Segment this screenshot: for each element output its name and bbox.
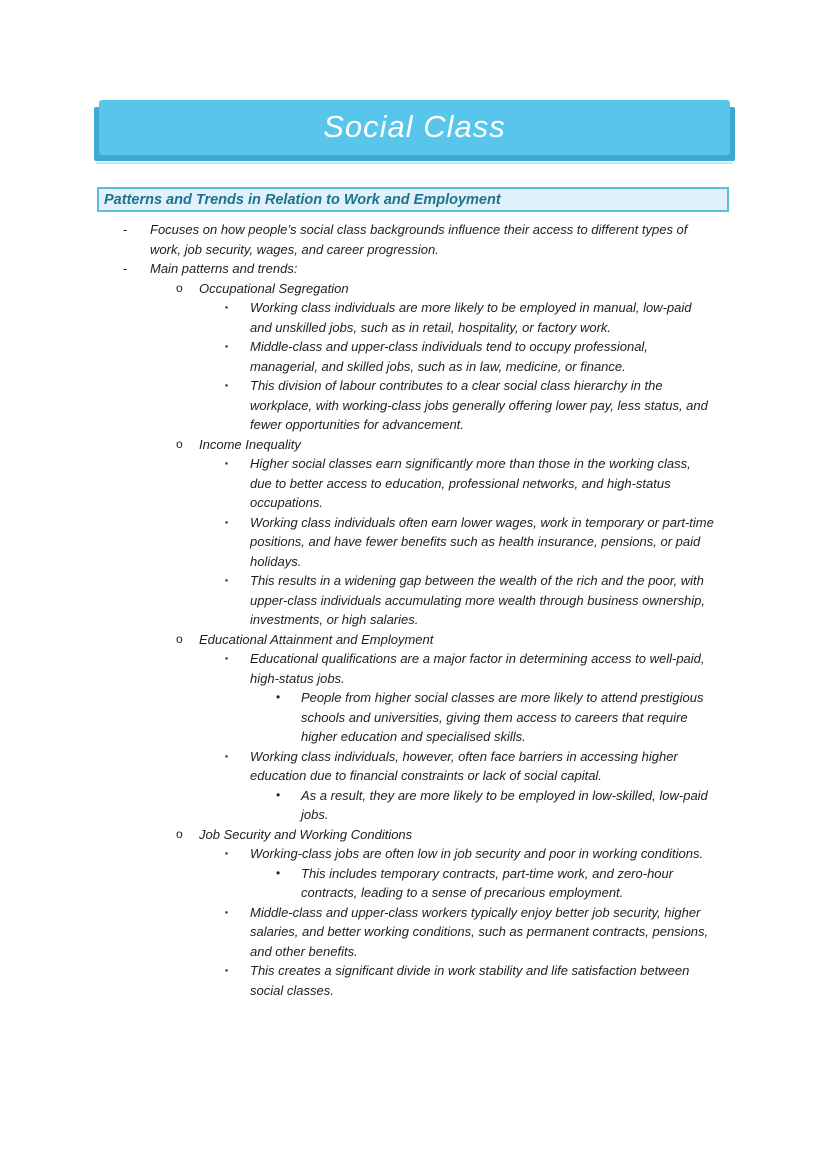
bullet-marker-level3: ▪	[225, 302, 229, 312]
list-item	[99, 259, 716, 279]
bullet-marker-level4: •	[276, 865, 281, 880]
bullet-marker-level3: ▪	[225, 380, 229, 390]
list-item-text: Middle-class and upper-class individuals tend to occupy professional, managerial, and skilled jobs, such as in law, medicine, or finance.	[250, 339, 648, 374]
bullet-marker-level3: ▪	[225, 750, 229, 761]
list-item	[99, 279, 716, 299]
list-item	[99, 747, 716, 786]
list-item-text: Main patterns and trends:	[150, 261, 298, 276]
bullet-marker-level3: ▪	[225, 653, 229, 663]
list-item-text: Higher social classes earn significantly more than those in the working class, due to better access to education, professional networks, and high-status occupations.	[250, 456, 691, 510]
list-item-text: This results in a widening gap between the wealth of the rich and the poor, with upper-class individuals accumulating more wealth through business ownership, investments, or high salaries.	[250, 573, 706, 627]
section-heading: Patterns and Trends in Relation to Work and Employment	[104, 191, 501, 208]
list-item	[99, 298, 716, 337]
list-item-text: Working-class jobs are often low in job security and poor in working conditions.	[250, 846, 704, 861]
bullet-marker-level2: o	[176, 826, 183, 841]
bullet-marker-level3: ▪	[225, 906, 229, 917]
bullet-marker-level3: ▪	[225, 848, 229, 858]
bullet-marker-level2: o	[176, 631, 183, 646]
list-item	[99, 376, 716, 435]
list-item	[99, 688, 716, 747]
section-heading-box	[97, 187, 729, 212]
list-item	[99, 844, 716, 864]
list-item-text: Educational qualifications are a major factor in determining access to well-paid, high-status jobs.	[250, 651, 705, 686]
bullet-marker-level4: •	[276, 787, 281, 802]
list-item	[99, 220, 716, 259]
list-item	[99, 513, 716, 572]
list-item	[99, 825, 716, 845]
list-item	[99, 864, 716, 903]
list-item-text: Working class individuals often earn lower wages, work in temporary or part-time positions, and have fewer benefits such as health insurance, pensions, or paid holidays.	[250, 514, 714, 569]
list-item-text: Working class individuals are more likely to be employed in manual, low-paid and unskilled jobs, such as in retail, hospitality, or factory work.	[250, 300, 692, 335]
banner-shape	[99, 100, 730, 155]
page-title: Social Class	[323, 108, 506, 144]
list-item-text: Middle-class and upper-class workers typically enjoy better job security, higher salaries, and better working conditions, such as permanent contracts, pensions, and other benefits.	[250, 904, 709, 959]
list-item	[99, 571, 716, 630]
list-item	[99, 649, 716, 688]
bullet-marker-level3: ▪	[225, 341, 229, 351]
list-item	[99, 903, 716, 962]
list-item-text: This creates a significant divide in work stability and life satisfaction between social classes.	[250, 963, 690, 998]
list-item-text: Income Inequality	[199, 436, 301, 452]
list-item-text: Job Security and Working Conditions	[199, 826, 413, 842]
bullet-marker-level3: ▪	[225, 965, 229, 975]
bullet-marker-level2: o	[176, 436, 183, 451]
list-item-text: Occupational Segregation	[199, 280, 349, 296]
bullet-marker-level2: o	[176, 280, 183, 295]
list-item-text: Focuses on how people’s social class backgrounds influence their access to different types of work, job security, wages, and career progression.	[150, 222, 688, 257]
bullet-marker-level3: ▪	[225, 458, 229, 468]
list-item	[99, 454, 716, 513]
list-item	[99, 961, 716, 1000]
list-item-text: This division of labour contributes to a clear social class hierarchy in the workplace, with working-class jobs generally offering lower pay, less status, and fewer opportunities for advancement.	[250, 378, 708, 432]
bullet-list	[99, 220, 716, 1000]
title-banner	[94, 100, 735, 161]
bullet-marker-level1: -	[123, 261, 128, 276]
bullet-marker-level1: -	[123, 222, 128, 237]
bullet-marker-level3: ▪	[225, 575, 229, 585]
list-item-text: Educational Attainment and Employment	[199, 631, 434, 647]
list-item	[99, 337, 716, 376]
bullet-marker-level4: •	[276, 690, 281, 704]
bullet-marker-level3: ▪	[225, 516, 229, 527]
list-item-text: Working class individuals, however, often face barriers in accessing higher education due to financial constraints or lack of social capital.	[250, 748, 678, 783]
list-item-text: This includes temporary contracts, part-time work, and zero-hour contracts, leading to a sense of precarious employment.	[301, 865, 674, 900]
banner-shadow-line	[96, 162, 733, 164]
list-item	[99, 786, 716, 825]
list-item	[99, 435, 716, 455]
list-item-text: People from higher social classes are more likely to attend prestigious schools and universities, giving them access to careers that require higher education and specialised skills.	[301, 690, 704, 744]
list-item-text: As a result, they are more likely to be employed in low-skilled, low-paid jobs.	[301, 787, 708, 822]
list-item	[99, 630, 716, 650]
